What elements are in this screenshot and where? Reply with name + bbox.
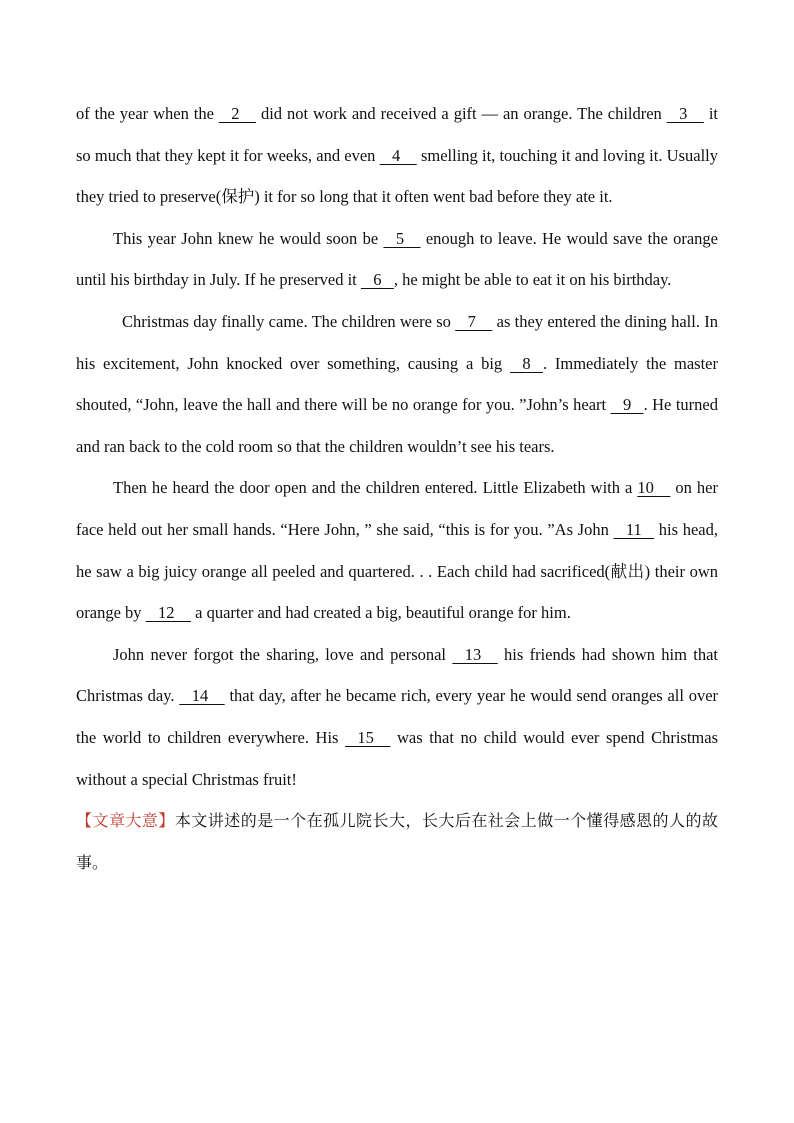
passage <box>76 93 718 883</box>
text: it so much that they kept it for weeks, and even <box>76 104 718 165</box>
text: on her face held out her small hands. “Here John, ” she said, “this is for you. ”As John <box>76 478 718 539</box>
text: This year John knew he would soon be <box>113 228 384 248</box>
blank-4: 4 <box>379 145 417 165</box>
paragraph-3 <box>76 301 718 467</box>
summary-tag: 【文章大意】 <box>76 811 175 831</box>
paragraph-4 <box>76 467 718 633</box>
blank-3: 3 <box>666 104 704 123</box>
blank-10: 10 <box>637 478 671 498</box>
blank-2: 2 <box>218 104 257 123</box>
text: Christmas day finally came. The children were so <box>122 311 456 331</box>
text: . He turned and ran back to the cold room so that the children wouldn’t see his tears. <box>76 395 718 456</box>
blank-9: 9 <box>610 395 644 415</box>
blank-11: 11 <box>613 519 655 539</box>
text: , he might be able to eat it on his birthday. <box>393 270 672 290</box>
text: his friends had shown him that Christmas day. <box>76 644 718 706</box>
text: enough to leave. He would save the orange until his birthday in July. If he preserved it <box>76 228 718 290</box>
text: was that no child would ever spend Christmas without a special Christmas fruit! <box>76 727 718 789</box>
blank-7: 7 <box>455 311 493 331</box>
text: smelling it, touching it and loving it. Usually they tried to preserve(保护) it for so long that it often went bad before they ate it. <box>76 145 718 207</box>
text: did not work and received a gift — an orange. The children <box>256 104 667 123</box>
text: John never forgot the sharing, love and personal <box>113 644 453 664</box>
paragraph-5 <box>76 634 718 800</box>
blank-6: 6 <box>360 270 394 290</box>
paragraph-1 <box>76 93 718 218</box>
text: Then he heard the door open and the children entered. Little Elizabeth with a <box>113 478 638 498</box>
text: of the year when the <box>76 104 219 123</box>
text: . Immediately the master shouted, “John, leave the hall and there will be no orange for you. ”John’s heart <box>76 353 718 415</box>
blank-8: 8 <box>509 353 543 373</box>
article-summary <box>76 800 718 883</box>
blank-5: 5 <box>383 228 421 248</box>
paragraph-2 <box>76 218 718 301</box>
blank-12: 12 <box>145 603 192 623</box>
blank-14: 14 <box>179 686 225 706</box>
summary-text: 本文讲述的是一个在孤儿院长大，长大后在社会上做一个懂得感恩的人的故事。 <box>76 811 718 872</box>
text: that day, after he became rich, every year he would send oranges all over the world to children everywhere. His <box>76 686 719 747</box>
blank-13: 13 <box>452 644 498 664</box>
text: a quarter and had created a big, beautiful orange for him. <box>191 603 571 623</box>
text: as they entered the dining hall. In his excitement, John knocked over something, causing a big <box>76 311 718 373</box>
text: his head, he saw a big juicy orange all peeled and quartered. . . Each child had sacrificed(献出) their own orange by <box>76 519 718 623</box>
blank-15: 15 <box>345 727 391 747</box>
